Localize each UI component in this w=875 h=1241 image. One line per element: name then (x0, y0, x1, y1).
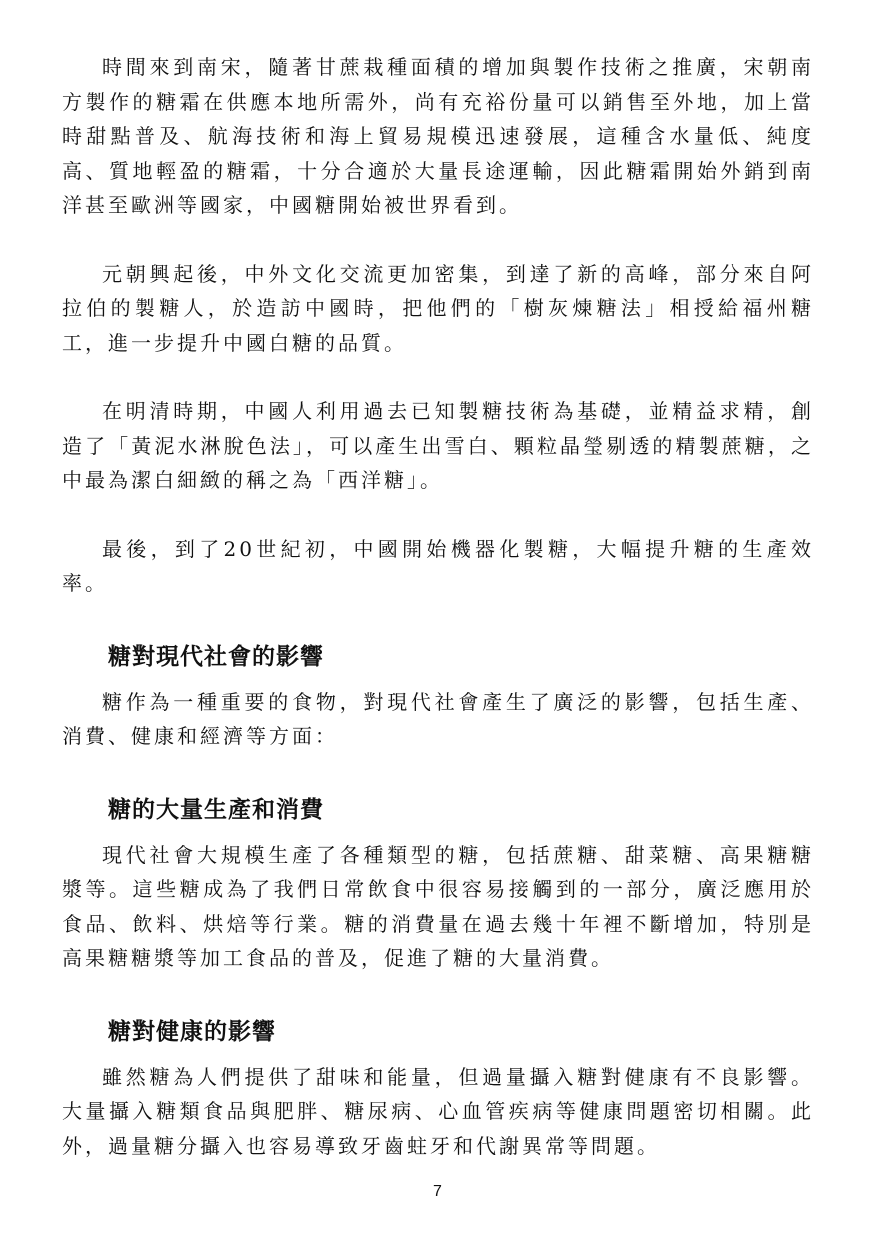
paragraph-health: 雖然糖為人們提供了甜味和能量，但過量攝入糖對健康有不良影響。大量攝入糖類食品與肥胖、糖尿病、心血管疾病等健康問題密切相關。此外，過量糖分攝入也容易導致牙齒蛀牙和代謝異常等問題。 (62, 1064, 814, 1158)
paragraph-southern-song: 時間來到南宋，隨著甘蔗栽種面積的增加與製作技術之推廣，宋朝南方製作的糖霜在供應本地所需外，尚有充裕份量可以銷售至外地，加上當時甜點普及、航海技術和海上貿易規模迅速發展，這種含水量低、純度高、質地輕盈的糖霜，十分合適於大量長途運輸，因此糖霜開始外銷到南洋甚至歐洲等國家，中國糖開始被世界看到。 (62, 55, 814, 217)
document-page (62, 50, 814, 1163)
section-heading-modern-impact: 糖對現代社會的影響 (108, 643, 324, 670)
section-heading-health: 糖對健康的影響 (108, 1018, 276, 1045)
section-heading-production: 糖的大量生產和消費 (108, 796, 324, 823)
page-number: 7 (433, 1183, 442, 1200)
paragraph-production: 現代社會大規模生產了各種類型的糖，包括蔗糖、甜菜糖、高果糖糖漿等。這些糖成為了我們日常飲食中很容易接觸到的一部分，廣泛應用於食品、飲料、烘焙等行業。糖的消費量在過去幾十年裡不斷增加，特別是高果糖糖漿等加工食品的普及，促進了糖的大量消費。 (62, 842, 814, 970)
paragraph-yuan-dynasty: 元朝興起後，中外文化交流更加密集，到達了新的高峰，部分來自阿拉伯的製糖人，於造訪中國時，把他們的「樹灰煉糖法」相授給福州糖工，進一步提升中國白糖的品質。 (62, 261, 814, 355)
paragraph-ming-qing: 在明清時期，中國人利用過去已知製糖技術為基礎，並精益求精，創造了「黃泥水淋脫色法」，可以產生出雪白、顆粒晶瑩剔透的精製蔗糖，之中最為潔白細緻的稱之為「西洋糖」。 (62, 399, 814, 492)
paragraph-20th-century: 最後，到了20世紀初，中國開始機器化製糖，大幅提升糖的生產效率。 (62, 536, 814, 595)
paragraph-modern-impact: 糖作為一種重要的食物，對現代社會產生了廣泛的影響，包括生產、消費、健康和經濟等方面： (62, 689, 814, 748)
